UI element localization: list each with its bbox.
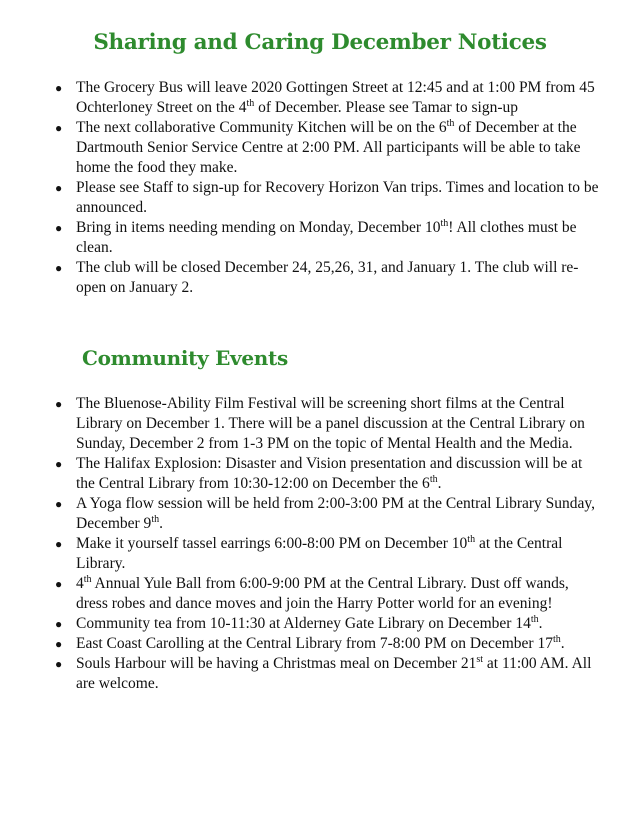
list-item <box>0 654 640 694</box>
ordinal-suffix: th <box>429 473 438 485</box>
item-text-cont: . <box>437 475 442 492</box>
item-text-cont: of December at the Dartmouth Senior Service Centre at 2:00 PM. All participants will be able to take home the food they make. <box>76 119 581 176</box>
bullet-icon: ● <box>55 181 63 195</box>
item-text-cont: at the Central Library. <box>76 535 563 572</box>
list-item <box>0 454 640 494</box>
item-text: East Coast Carolling at the Central Library from 7-8:00 PM on December 17 <box>76 635 553 652</box>
bullet-icon: ● <box>55 397 63 411</box>
list-item <box>0 494 640 534</box>
list-item <box>0 118 640 178</box>
bullet-icon: ● <box>55 657 63 671</box>
list-item <box>0 78 640 118</box>
list-item <box>0 534 640 574</box>
ordinal-suffix: th <box>467 533 476 545</box>
section-heading-community-events: Community Events <box>82 346 288 370</box>
item-text-cont: . <box>538 615 543 632</box>
ordinal-suffix: th <box>446 117 455 129</box>
bullet-icon: ● <box>55 617 63 631</box>
list-item <box>0 574 640 614</box>
list-item <box>0 178 640 218</box>
item-text: Community tea from 10-11:30 at Alderney Gate Library on December 14 <box>76 615 531 632</box>
page-title: Sharing and Caring December Notices <box>93 30 547 55</box>
list-item <box>0 258 640 298</box>
list-item <box>0 634 640 654</box>
item-text: Please see Staff to sign-up for Recovery Horizon Van trips. Times and location to be announced. <box>76 179 599 216</box>
item-text: The Grocery Bus will leave 2020 Gottingen Street at 12:45 and at 1:00 PM from 45 Ochterloney Street on the 4 <box>76 79 595 116</box>
item-text: A Yoga flow session will be held from 2:00-3:00 PM at the Central Library Sunday, December 9 <box>76 495 596 532</box>
item-text: The Halifax Explosion: Disaster and Vision presentation and discussion will be at the Central Library from 10:30-12:00 on December the 6 <box>76 455 583 492</box>
item-text: The Bluenose-Ability Film Festival will be screening short films at the Central Library on December 1. There will be a panel discussion at the Central Library on Sunday, December 2 from 1-3 PM on the topic of Mental Health and the Media. <box>76 395 585 452</box>
item-text: 4 <box>76 575 84 592</box>
bullet-icon: ● <box>55 121 63 135</box>
list-item <box>0 394 640 454</box>
list-item <box>0 614 640 634</box>
item-text: Make it yourself tassel earrings 6:00-8:00 PM on December 10 <box>76 535 468 552</box>
item-text: Souls Harbour will be having a Christmas meal on December 21 <box>76 655 477 672</box>
item-text: The next collaborative Community Kitchen will be on the 6 <box>76 119 447 136</box>
events-list <box>0 394 640 694</box>
item-text-cont: Annual Yule Ball from 6:00-9:00 PM at the Central Library. Dust off wands, dress robes and dance moves and join the Harry Potter world for an evening! <box>76 575 569 612</box>
list-item <box>0 218 640 258</box>
item-text-cont: . <box>560 635 565 652</box>
ordinal-suffix: th <box>246 97 255 109</box>
ordinal-suffix: th <box>552 633 561 645</box>
item-text: The club will be closed December 24, 25,26, 31, and January 1. The club will re-open on January 2. <box>76 259 579 296</box>
ordinal-suffix: st <box>476 653 484 665</box>
item-text-cont: of December. Please see Tamar to sign-up <box>254 99 518 116</box>
bullet-icon: ● <box>55 637 63 651</box>
item-text: Bring in items needing mending on Monday, December 10 <box>76 219 441 236</box>
ordinal-suffix: th <box>440 217 449 229</box>
bullet-icon: ● <box>55 537 63 551</box>
bullet-icon: ● <box>55 457 63 471</box>
item-text-cont: ! All clothes must be clean. <box>76 219 577 256</box>
ordinal-suffix: th <box>83 573 92 585</box>
bullet-icon: ● <box>55 577 63 591</box>
bullet-icon: ● <box>55 261 63 275</box>
item-text-cont: . <box>159 515 163 532</box>
bullet-icon: ● <box>55 221 63 235</box>
item-text-cont: at 11:00 AM. All are welcome. <box>76 655 592 692</box>
ordinal-suffix: th <box>530 613 539 625</box>
bullet-icon: ● <box>55 81 63 95</box>
bullet-icon: ● <box>55 497 63 511</box>
notices-list <box>0 78 640 298</box>
ordinal-suffix: th <box>151 513 160 525</box>
